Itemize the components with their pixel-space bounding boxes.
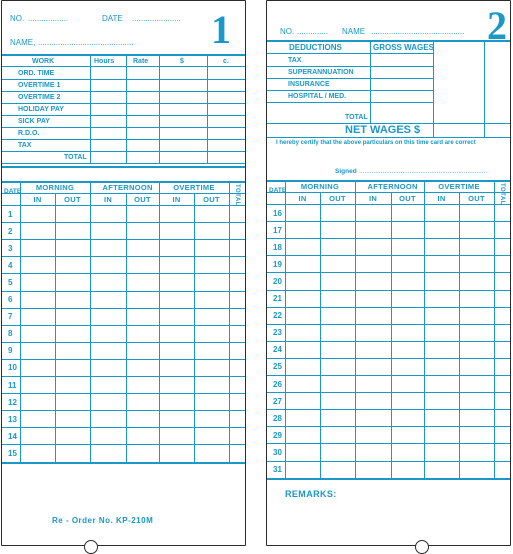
rule-line bbox=[267, 409, 510, 410]
column-line bbox=[126, 193, 127, 462]
day-number: 27 bbox=[273, 396, 282, 406]
rule-line bbox=[2, 376, 245, 377]
name-field[interactable]: .......................................... bbox=[371, 27, 465, 36]
day-number: 7 bbox=[8, 312, 13, 322]
rule-line bbox=[267, 192, 510, 193]
rule-line bbox=[2, 359, 245, 360]
pay-column-header: WORK bbox=[32, 58, 55, 65]
deduction-row-label: HOSPITAL / MED. bbox=[288, 93, 347, 100]
rule-line bbox=[267, 137, 510, 138]
total-label: TOTAL bbox=[345, 114, 368, 121]
rule-line bbox=[2, 115, 245, 116]
rule-line bbox=[2, 54, 245, 56]
rule-line bbox=[267, 40, 510, 42]
out-column-header: OUT bbox=[64, 195, 81, 204]
period-header: MORNING bbox=[300, 182, 340, 191]
column-line bbox=[194, 193, 195, 462]
date-column-header: DATE bbox=[4, 188, 22, 195]
deduction-row-label: SUPERANNUATION bbox=[288, 69, 354, 76]
rule-line bbox=[2, 151, 245, 152]
column-line bbox=[159, 54, 160, 163]
day-number: 14 bbox=[8, 431, 17, 441]
rule-line bbox=[267, 375, 510, 376]
rule-line bbox=[2, 342, 245, 343]
no-field[interactable]: .................. bbox=[28, 14, 69, 23]
period-header: OVERTIME bbox=[438, 182, 480, 191]
day-number: 8 bbox=[8, 329, 13, 339]
rule-line bbox=[267, 443, 510, 444]
rule-line bbox=[2, 463, 245, 464]
pay-column-header: $ bbox=[180, 58, 184, 65]
column-line bbox=[55, 193, 56, 462]
deductions-header: DEDUCTIONS bbox=[289, 43, 342, 52]
day-number: 31 bbox=[273, 465, 282, 475]
rule-line bbox=[2, 444, 245, 445]
in-column-header: IN bbox=[437, 194, 446, 203]
day-number: 10 bbox=[8, 363, 17, 373]
day-number: 17 bbox=[273, 225, 282, 235]
column-line bbox=[484, 40, 485, 137]
rule-line bbox=[267, 426, 510, 427]
day-number: 12 bbox=[8, 397, 17, 407]
period-header: AFTERNOON bbox=[102, 183, 153, 192]
rule-line bbox=[2, 193, 245, 194]
day-number: 15 bbox=[8, 448, 17, 458]
deduction-row-label: TAX bbox=[288, 57, 302, 64]
pay-row-label: HOLIDAY PAY bbox=[18, 106, 64, 113]
column-line bbox=[126, 54, 127, 163]
date-label: DATE bbox=[102, 14, 123, 23]
column-line bbox=[433, 40, 434, 137]
day-number: 30 bbox=[273, 447, 282, 457]
rule-line bbox=[267, 53, 433, 54]
column-line bbox=[355, 180, 356, 478]
in-column-header: IN bbox=[172, 195, 181, 204]
rule-line bbox=[267, 307, 510, 308]
rule-line bbox=[267, 90, 433, 91]
card-notch bbox=[84, 540, 98, 554]
day-number: 22 bbox=[273, 311, 282, 321]
day-number: 5 bbox=[8, 277, 13, 287]
day-number: 16 bbox=[273, 208, 282, 218]
pay-row-label: OVERTIME 2 bbox=[18, 94, 61, 101]
time-card-1 bbox=[1, 0, 246, 546]
rule-line bbox=[267, 479, 510, 480]
card-number: 1 bbox=[211, 7, 231, 52]
day-number: 13 bbox=[8, 414, 17, 424]
day-number: 9 bbox=[8, 346, 13, 356]
column-line bbox=[90, 54, 91, 163]
rule-line bbox=[267, 290, 510, 291]
rule-line bbox=[2, 256, 245, 257]
no-label: NO. bbox=[280, 27, 295, 36]
day-number: 20 bbox=[273, 276, 282, 286]
rule-line bbox=[267, 221, 510, 222]
rule-line bbox=[2, 139, 245, 140]
total-column-header: TOTAL bbox=[499, 183, 505, 205]
column-line bbox=[320, 192, 321, 478]
day-number: 11 bbox=[8, 380, 17, 390]
signed-label: Signed bbox=[335, 168, 357, 175]
pay-column-header: Hours bbox=[94, 58, 115, 65]
pay-row-label: TAX bbox=[18, 142, 32, 149]
out-column-header: OUT bbox=[468, 194, 485, 203]
rule-line bbox=[2, 393, 245, 394]
rule-line bbox=[267, 324, 510, 325]
rule-line bbox=[267, 66, 433, 67]
date-column-header: DATE bbox=[269, 187, 287, 194]
rule-line bbox=[2, 163, 245, 164]
day-number: 18 bbox=[273, 242, 282, 252]
in-column-header: IN bbox=[33, 195, 42, 204]
column-line bbox=[391, 192, 392, 478]
no-field[interactable]: .............. bbox=[297, 27, 329, 36]
out-column-header: OUT bbox=[399, 194, 416, 203]
out-column-header: OUT bbox=[134, 195, 151, 204]
day-number: 2 bbox=[8, 226, 13, 236]
rule-line bbox=[2, 427, 245, 428]
pay-row-label: OVERTIME 1 bbox=[18, 82, 61, 89]
rule-line bbox=[2, 166, 245, 168]
rule-line bbox=[2, 308, 245, 309]
name-label: NAME, bbox=[10, 38, 36, 47]
rule-line bbox=[2, 79, 245, 80]
rule-line bbox=[2, 291, 245, 292]
rule-line bbox=[267, 461, 510, 462]
day-number: 19 bbox=[273, 259, 282, 269]
column-line bbox=[494, 180, 495, 478]
rule-line bbox=[267, 102, 433, 103]
date-field[interactable]: ...................... bbox=[132, 14, 181, 23]
day-number: 26 bbox=[273, 379, 282, 389]
out-column-header: OUT bbox=[329, 194, 346, 203]
name-field[interactable]: ........................................... bbox=[38, 38, 134, 47]
day-number: 24 bbox=[273, 345, 282, 355]
net-wages-label: NET WAGES $ bbox=[345, 124, 421, 136]
certify-text: I hereby certify that the above particulars on this time card are correct bbox=[276, 140, 476, 146]
rule-line bbox=[2, 205, 245, 206]
period-header: AFTERNOON bbox=[367, 182, 418, 191]
column-line bbox=[424, 180, 425, 478]
rule-line bbox=[267, 78, 433, 79]
day-number: 25 bbox=[273, 362, 282, 372]
pay-column-header: Rate bbox=[133, 58, 149, 65]
rule-line bbox=[2, 103, 245, 104]
rule-line bbox=[267, 341, 510, 342]
card-notch bbox=[415, 540, 429, 554]
day-number: 28 bbox=[273, 413, 282, 423]
column-line bbox=[370, 40, 371, 123]
name-label: NAME bbox=[342, 27, 366, 36]
day-number: 21 bbox=[273, 294, 282, 304]
total-column-header: TOTAL bbox=[234, 184, 240, 206]
rule-line bbox=[267, 272, 510, 273]
pay-column-header: c. bbox=[223, 58, 229, 65]
rule-line bbox=[2, 239, 245, 240]
deduction-row-label: INSURANCE bbox=[288, 81, 330, 88]
day-number: 1 bbox=[8, 209, 13, 219]
rule-line bbox=[2, 410, 245, 411]
reorder-text: Re - Order No. KP-210M bbox=[52, 516, 154, 525]
period-header: OVERTIME bbox=[173, 183, 215, 192]
no-label: NO. bbox=[10, 14, 25, 23]
rule-line bbox=[267, 358, 510, 359]
column-line bbox=[285, 180, 286, 478]
in-column-header: IN bbox=[298, 194, 307, 203]
day-number: 4 bbox=[8, 260, 13, 270]
remarks-label: REMARKS: bbox=[285, 489, 337, 499]
column-line bbox=[459, 192, 460, 478]
column-line bbox=[207, 54, 208, 163]
rule-line bbox=[2, 273, 245, 274]
pay-row-label: ORD. TIME bbox=[18, 70, 55, 77]
time-card-2 bbox=[266, 0, 511, 546]
rule-line bbox=[267, 392, 510, 393]
pay-row-label: SICK PAY bbox=[18, 118, 50, 125]
rule-line bbox=[2, 91, 245, 92]
rule-line bbox=[267, 238, 510, 239]
gross-wages-header: GROSS WAGES bbox=[373, 43, 434, 52]
rule-line bbox=[2, 127, 245, 128]
day-number: 6 bbox=[8, 295, 13, 305]
total-label: TOTAL bbox=[64, 154, 87, 161]
rule-line bbox=[267, 204, 510, 205]
signature-field[interactable]: ....................................................................... bbox=[359, 168, 488, 175]
out-column-header: OUT bbox=[203, 195, 220, 204]
day-number: 29 bbox=[273, 430, 282, 440]
rule-line bbox=[2, 222, 245, 223]
day-number: 3 bbox=[8, 243, 13, 253]
period-header: MORNING bbox=[35, 183, 75, 192]
in-column-header: IN bbox=[368, 194, 378, 203]
in-column-header: IN bbox=[103, 195, 113, 204]
day-number: 23 bbox=[273, 328, 282, 338]
rule-line bbox=[2, 66, 245, 67]
rule-line bbox=[267, 255, 510, 256]
pay-row-label: R.D.O. bbox=[18, 130, 40, 137]
rule-line bbox=[2, 325, 245, 326]
card-number: 2 bbox=[487, 3, 507, 48]
